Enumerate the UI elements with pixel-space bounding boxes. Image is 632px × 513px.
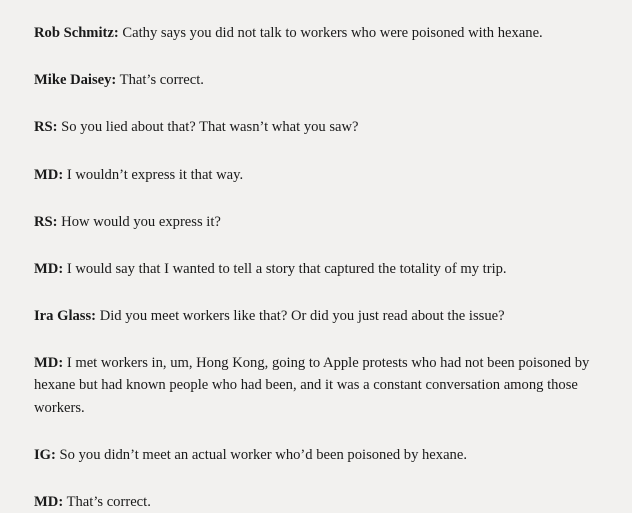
speaker-label: MD: bbox=[34, 166, 64, 183]
utterance-text: That’s correct. bbox=[66, 493, 151, 510]
transcript-exchange bbox=[34, 69, 598, 91]
transcript-exchange bbox=[34, 305, 598, 327]
transcript-exchange bbox=[34, 22, 598, 44]
utterance-text: How would you express it? bbox=[61, 213, 221, 230]
speaker-label: RS: bbox=[34, 213, 58, 230]
utterance-text: Did you meet workers like that? Or did you just read about the issue? bbox=[99, 308, 505, 325]
speaker-label: MD: bbox=[34, 260, 64, 277]
speaker-label: Mike Daisey: bbox=[34, 72, 117, 89]
utterance-text: That’s correct. bbox=[119, 72, 204, 89]
speaker-label: MD: bbox=[34, 493, 64, 510]
speaker-label: Ira Glass: bbox=[34, 308, 97, 325]
transcript-exchange bbox=[34, 164, 598, 186]
utterance-text: I wouldn’t express it that way. bbox=[66, 166, 244, 183]
transcript-exchange bbox=[34, 491, 598, 513]
utterance-text: So you didn’t meet an actual worker who’d been poisoned by hexane. bbox=[59, 446, 467, 463]
transcript-exchange bbox=[34, 444, 598, 466]
transcript-exchange bbox=[34, 258, 598, 280]
transcript-exchange bbox=[34, 116, 598, 138]
speaker-label: RS: bbox=[34, 119, 58, 136]
utterance-text: Cathy says you did not talk to workers who were poisoned with hexane. bbox=[122, 25, 543, 41]
utterance-text: I would say that I wanted to tell a story that captured the totality of my trip. bbox=[66, 260, 507, 277]
utterance-text: So you lied about that? That wasn’t what you saw? bbox=[61, 119, 359, 136]
speaker-label: MD: bbox=[34, 355, 64, 372]
speaker-label: IG: bbox=[34, 446, 56, 463]
transcript-exchange bbox=[34, 211, 598, 233]
utterance-text: I met workers in, um, Hong Kong, going to Apple protests who had not been poisoned by hexane but had known people who had been, and it was a constant conversation among those workers. bbox=[34, 355, 590, 416]
transcript-exchange bbox=[34, 352, 598, 419]
speaker-label: Rob Schmitz: bbox=[34, 25, 119, 41]
